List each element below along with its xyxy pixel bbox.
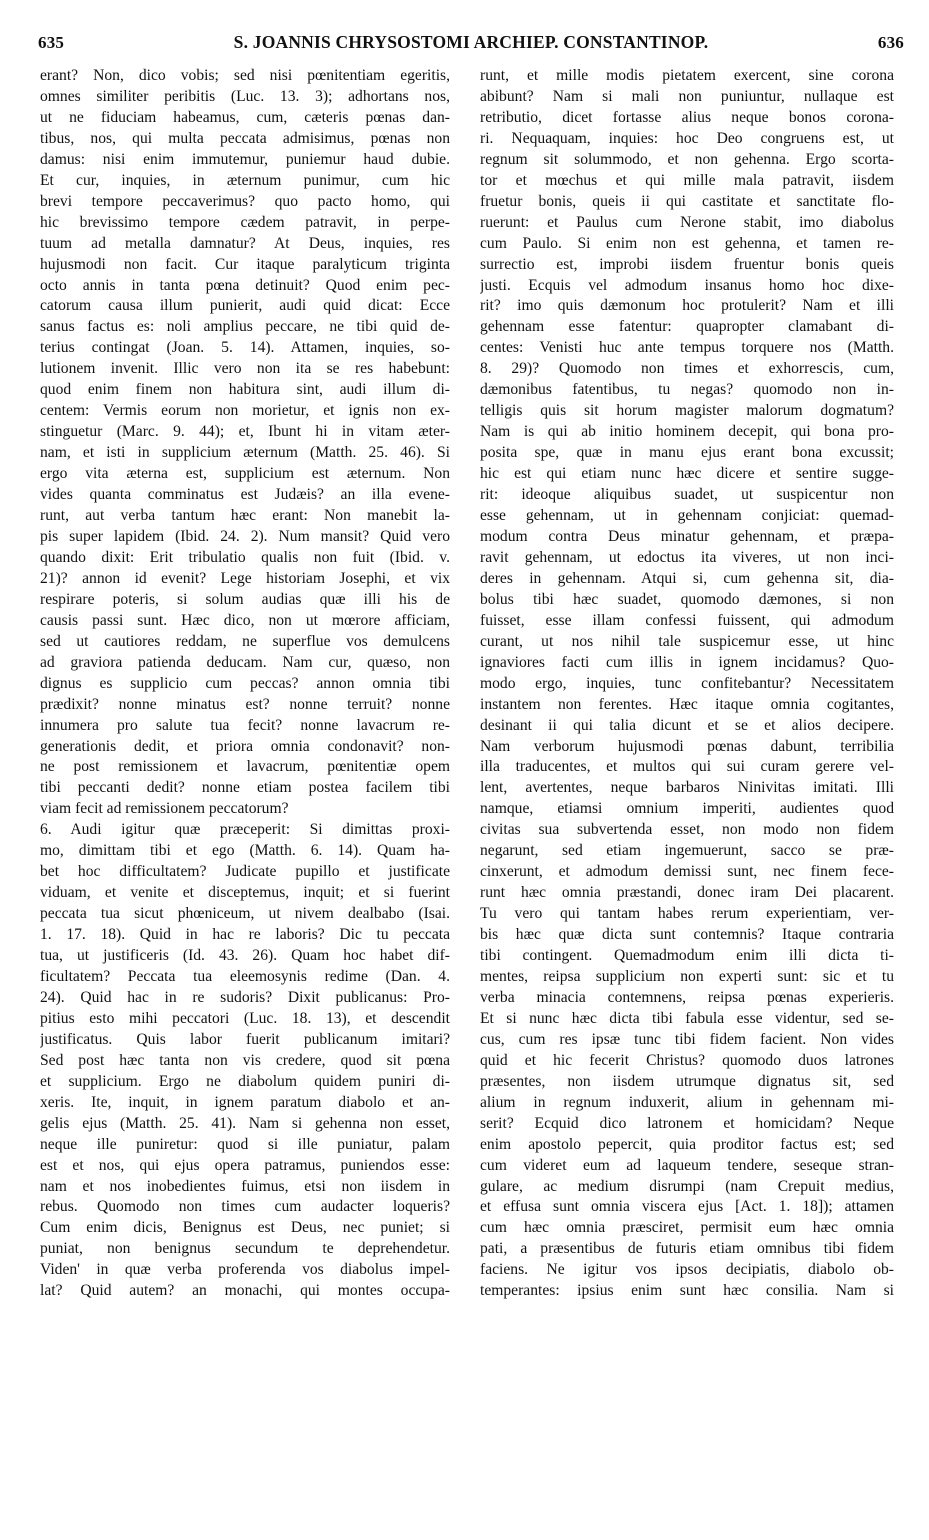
- text-line: illa traducentes, et multos qui sui curam gerere vel-: [480, 758, 894, 776]
- text-line: et effusa sunt omnia viscera ejus [Act. 1. 18]); attamen: [480, 1198, 894, 1216]
- text-line: mentes, reipsa supplicium non experti sunt: sic et tu: [480, 967, 894, 985]
- text-line: ignaviores facti cum illis in ignem incidamus? Quo-: [480, 653, 894, 671]
- text-line: dignus es supplicio cum peccas? annon omnia tibi: [40, 674, 450, 692]
- text-line: Et si nunc hæc dicta tibi fabula esse videntur, sed se-: [480, 1009, 894, 1027]
- text-line: stinguetur (Marc. 9. 44); et, Ibunt hi in vitam æter-: [40, 423, 450, 441]
- text-line: dæmonibus fatentibus, tu negas? quomodo non in-: [480, 381, 894, 399]
- text-line: Et cur, inquies, in æternum punimur, cum hic: [40, 171, 450, 189]
- text-line: tua, ut justificeris (Id. 43. 26). Quam hoc habet dif-: [40, 947, 450, 965]
- text-line: xeris. Ite, inquit, in ignem paratum diabolo et an-: [40, 1093, 450, 1111]
- text-line: ne post remissionem et lavacrum, pœnitentiæ opem: [40, 758, 450, 776]
- text-line: ad graviora patienda deducam. Nam cur, quæso, non: [40, 653, 450, 671]
- text-line: gehennam esse fatentur: quapropter clamabant di-: [480, 318, 894, 336]
- text-line: faciens. Ne igitur vos ipsos decipiatis, diabolo ob-: [480, 1261, 894, 1279]
- text-line: generationis dedit, et priora omnia condonavit? non-: [40, 737, 450, 755]
- text-line: surrectio est, improbi iisdem fruentur bonis queis: [480, 255, 894, 273]
- text-line: omnes similiter peribitis (Luc. 13. 3); adhortans nos,: [40, 87, 450, 105]
- text-line: bis hæc quæ dicta sunt contemnis? Itaque contraria: [480, 926, 894, 944]
- text-line: octo annis in tanta pœna detinuit? Quod enim pec-: [40, 276, 450, 294]
- text-line: innumera pro salute tua fecit? nonne lavacrum re-: [40, 716, 450, 734]
- text-line: gulare, ac medium disrumpi (nam Crepuit medius,: [480, 1177, 894, 1195]
- text-line: ravit gehennam, ut edoctus ita viveres, ut non inci-: [480, 548, 894, 566]
- text-line: pitius esto mihi peccatori (Luc. 18. 13), et descendit: [40, 1009, 450, 1027]
- text-line: serit? Ecquid dico latronem et homicidam? Neque: [480, 1114, 894, 1132]
- text-line: cum hæc omnia præsciret, permisit eum hæc omnia: [480, 1219, 894, 1237]
- text-line: 1. 17. 18). Quid in hac re laboris? Dic tu peccata: [40, 926, 450, 944]
- text-line: lutionem invenit. Illic vero non ita se res habebunt:: [40, 360, 450, 378]
- text-line: bet hoc difficultatem? Judicate pupillo et justificate: [40, 863, 450, 881]
- text-line: tuum ad metalla damnatur? At Deus, inquies, res: [40, 234, 450, 252]
- text-line: quod enim finem non habitura sint, audi illum di-: [40, 381, 450, 399]
- text-line: cus, cum res ipsæ tunc tibi fidem facient. Non vides: [480, 1030, 894, 1048]
- text-line: esse gehennam, ut in gehennam conjiciat: quemad-: [480, 507, 894, 525]
- text-line: respirare poteris, si solum audias quæ illi his de: [40, 590, 450, 608]
- text-line: tor et mœchus et qui mille mala patravit, iisdem: [480, 171, 894, 189]
- text-line: Nam is qui ab initio hominem decepit, qui bona pro-: [480, 423, 894, 441]
- text-line: rit? imo quis dæmonum hoc protulerit? Nam et illi: [480, 297, 894, 315]
- text-line: bolus tibi hæc suadet, quomodo dæmones, si non: [480, 590, 894, 608]
- text-line: pati, a præsentibus de futuris etiam omnibus tibi fidem: [480, 1240, 894, 1258]
- text-line: præsentes, non iisdem utrumque dignatus sit, sed: [480, 1072, 894, 1090]
- text-line: lent, avertentes, neque barbaros Ninivitas imitati. Illi: [480, 779, 894, 797]
- text-line: pis super lapidem (Ibid. 24. 2). Num mansit? Quid vero: [40, 527, 450, 545]
- text-line: est et nos, qui ejus opera patramus, puniendos esse:: [40, 1156, 450, 1174]
- text-line: justificatus. Quis labor fuerit publicanum imitari?: [40, 1030, 450, 1048]
- text-line: lat? Quid autem? an monachi, qui montes occupa-: [40, 1282, 450, 1300]
- text-line: namque, etiamsi omnium imperiti, audientes quod: [480, 800, 894, 818]
- text-line: mo, dimittam tibi et ego (Matth. 6. 14). Quam ha-: [40, 842, 450, 860]
- text-line: Cum enim dicis, Benignus est Deus, nec puniet; si: [40, 1219, 450, 1237]
- text-line: Nam verborum hujusmodi pœnas dabunt, terribilia: [480, 737, 894, 755]
- text-line: hic brevissimo tempore cædem patravit, in perpe-: [40, 213, 450, 231]
- text-line: vides quanta comminatus est Judæis? an illa evene-: [40, 486, 450, 504]
- text-line: runt, aut verba tantum hæc erant: Non manebit la-: [40, 507, 450, 525]
- text-line: ruerunt: et Paulus cum Nerone stabit, imo diabolus: [480, 213, 894, 231]
- text-line: curant, ut nos nihil tale suspicemur esse, ut hinc: [480, 632, 894, 650]
- text-line: et supplicium. Ergo ne diabolum quidem puniri di-: [40, 1072, 450, 1090]
- text-line: 6. Audi igitur quæ præceperit: Si dimittas proxi-: [40, 821, 450, 839]
- text-line: rit: ideoque aliquibus suadet, ut suspicentur non: [480, 486, 894, 504]
- right-text-column: [480, 66, 894, 1302]
- text-line: peccata tua sicut phœniceum, ut nivem dealbabo (Isai.: [40, 905, 450, 923]
- text-line: cum videret eum ad laqueum tendere, seseque stran-: [480, 1156, 894, 1174]
- text-line: rebus. Quomodo non times cum audacter loqueris?: [40, 1198, 450, 1216]
- text-line: Viden' in quæ verba proferenda vos diabolus impel-: [40, 1261, 450, 1279]
- text-line: prædixit? nonne minatus est? nonne terruit? nonne: [40, 695, 450, 713]
- text-line: centes: Venisti huc ante tempus torquere nos (Matth.: [480, 339, 894, 357]
- page-header: [38, 32, 904, 60]
- text-line: alium in regnum induxerit, alium in gehennam mi-: [480, 1093, 894, 1111]
- text-line: cum Paulo. Si enim non est gehenna, et tamen re-: [480, 234, 894, 252]
- text-line: viduam, et venite et disceptemus, inquit; et si fuerint: [40, 884, 450, 902]
- text-line: 24). Quid hac in re sudoris? Dixit publicanus: Pro-: [40, 988, 450, 1006]
- text-line: hic est qui etiam nunc hæc dicere et sentire sugge-: [480, 465, 894, 483]
- text-line: Tu vero qui tantam habes rerum experientiam, ver-: [480, 905, 894, 923]
- text-line: modo ergo, inquies, tunc confitebantur? Necessitatem: [480, 674, 894, 692]
- text-line: modum contra Deus minatur gehennam, et præpa-: [480, 527, 894, 545]
- text-line: temperantes: ipsius enim sunt hæc consilia. Nam si: [480, 1282, 894, 1300]
- running-title: S. JOANNIS CHRYSOSTOMI ARCHIEP. CONSTANTINOP.: [233, 32, 709, 52]
- text-line: instantem non ferentes. Hæc itaque omnia cogitantes,: [480, 695, 894, 713]
- page-number-left: 635: [38, 33, 65, 52]
- text-line: Sed post hæc tanta non vis credere, quod sit pœna: [40, 1051, 450, 1069]
- text-line: ri. Nequaquam, inquies: hoc Deo congruens est, ut: [480, 129, 894, 147]
- text-line: tibi peccanti dedit? nonne etiam postea facilem tibi: [40, 779, 450, 797]
- text-line: desinant ii qui talia dicunt et se et alios decipere.: [480, 716, 894, 734]
- text-line: centem: Vermis eorum non morietur, et ignis non ex-: [40, 402, 450, 420]
- text-line: posita spe, quæ in manu ejus erant bona excussit;: [480, 444, 894, 462]
- text-line: neque ille puniretur: quod si ille puniatur, palam: [40, 1135, 450, 1153]
- text-line: regnum sit solummodo, et non gehenna. Ergo scorta-: [480, 150, 894, 168]
- text-line: justi. Ecquis vel admodum insanus homo hoc dixe-: [480, 276, 894, 294]
- text-line: deres in gehennam. Atqui si, cum gehenna sit, dia-: [480, 569, 894, 587]
- text-line: damus: nisi enim immutemur, puniemur haud dubie.: [40, 150, 450, 168]
- text-line: ut ne fiduciam habeamus, cum, cæteris pœnas dan-: [40, 108, 450, 126]
- text-line: quando dixit: Erit tribulatio qualis non fuit (Ibid. v.: [40, 548, 450, 566]
- text-line: hujusmodi non facit. Cur itaque paralyticum triginta: [40, 255, 450, 273]
- text-line: cinxerunt, et admodum demissi sunt, nec finem fece-: [480, 863, 894, 881]
- text-line: verba minacia contemnens, reipsa pœnas experieris.: [480, 988, 894, 1006]
- text-line: causis passi sunt. Hæc dico, non ut mœrore afficiam,: [40, 611, 450, 629]
- text-line: quid et hic fecerit Christus? quomodo duos latrones: [480, 1051, 894, 1069]
- text-line: terius contingat (Joan. 5. 14). Attamen, inquies, so-: [40, 339, 450, 357]
- text-line: telligis quis sit horum magister malorum dogmatum?: [480, 402, 894, 420]
- text-line: erant? Non, dico vobis; sed nisi pœnitentiam egeritis,: [40, 67, 450, 84]
- text-line: runt, et mille modis pietatem exercent, sine corona: [480, 67, 894, 84]
- text-line: puniat, non benignus secundum te deprehendetur.: [40, 1240, 450, 1258]
- text-line: ergo vita æterna est, supplicium est æternum. Non: [40, 465, 450, 483]
- text-line: sanus factus es: noli amplius peccare, ne tibi quid de-: [40, 318, 450, 336]
- text-line: fruetur bonis, queis ii qui castitate et sanctitate flo-: [480, 192, 894, 210]
- text-line: abibunt? Nam si mali non puniuntur, nullaque est: [480, 87, 894, 105]
- text-line: runt hæc omnia præstandi, donec iram Dei placarent.: [480, 884, 894, 902]
- text-line: nam et nos inobedientes fuimus, etsi non iisdem in: [40, 1177, 450, 1195]
- text-line: brevi tempore peccaverimus? quo pacto homo, qui: [40, 192, 450, 210]
- text-line: 21)? annon id evenit? Lege historiam Josephi, et vix: [40, 569, 450, 587]
- text-line: ficultatem? Peccata tua eleemosynis redime (Dan. 4.: [40, 967, 450, 985]
- text-line: tibi contingent. Quemadmodum enim illi dicta ti-: [480, 947, 894, 965]
- text-line: viam fecit ad remissionem peccatorum?: [40, 800, 289, 818]
- text-line: 8. 29)? Quomodo non times et exhorrescis, cum,: [480, 360, 894, 378]
- text-line: civitas sua subvertenda esset, non modo non fidem: [480, 821, 894, 839]
- text-line: catorum causa illum punierit, audi quid dicat: Ecce: [40, 297, 450, 315]
- left-text-column: [40, 66, 450, 1302]
- page-number-right: 636: [877, 33, 904, 52]
- text-line: fuisset, esse illam confessi fuissent, qui admodum: [480, 611, 894, 629]
- text-line: negarunt, sed etiam ingemuerunt, sacco se præ-: [480, 842, 894, 860]
- text-line: sed ut cautiores reddam, ne superflue vos demulcens: [40, 632, 450, 650]
- text-line: nam, et isti in supplicium æternum (Matth. 25. 46). Si: [40, 444, 450, 462]
- text-line: retributio, dicet fortasse alius neque bonos corona-: [480, 108, 894, 126]
- text-line: gelis ejus (Matth. 25. 41). Nam si gehenna non esset,: [40, 1114, 450, 1132]
- text-line: tibus, nos, qui multa peccata admisimus, pœnas non: [40, 129, 450, 147]
- text-line: enim apostolo pepercit, quia proditor factus est; sed: [480, 1135, 894, 1153]
